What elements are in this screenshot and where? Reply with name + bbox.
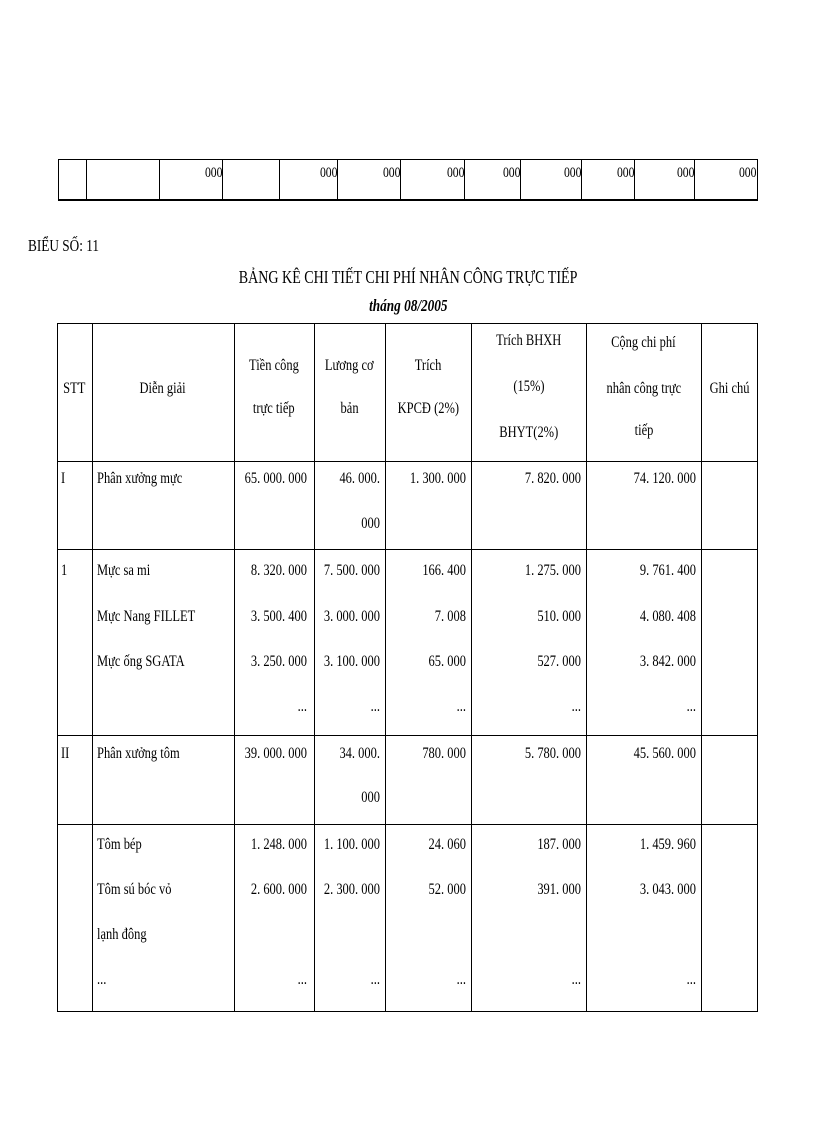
row-tien-cong: 3. 250. 000 [250, 653, 307, 670]
section-stt: II [61, 745, 70, 762]
row-luong-cont: 000 [361, 789, 380, 806]
row-separator [57, 735, 758, 736]
fragment-value: 000 [319, 165, 337, 181]
row-kpcd: 166. 400 [422, 562, 466, 579]
row-kpcd: 52. 000 [428, 881, 466, 898]
row-separator [57, 824, 758, 825]
fragment-col-divider [159, 159, 160, 201]
row-bhxh: 391. 000 [537, 881, 581, 898]
row-bhxh: 1. 275. 000 [524, 562, 581, 579]
row-cong: 1. 459. 960 [639, 836, 696, 853]
row-tien-cong: 65. 000. 000 [244, 470, 307, 487]
header-kpcd-line1: Trích [414, 357, 442, 374]
row-name: Mực sa mi [97, 562, 151, 579]
row-luong: 3. 000. 000 [323, 608, 380, 625]
labor-cost-table [57, 323, 758, 1012]
header-luong-line1: Lương cơ [325, 357, 374, 374]
row-kpcd: 780. 000 [422, 745, 466, 762]
row-bhxh: 5. 780. 000 [524, 745, 581, 762]
column-divider [385, 323, 386, 1012]
row-cong: 45. 560. 000 [633, 745, 696, 762]
row-separator [57, 549, 758, 550]
row-luong: ... [370, 698, 380, 715]
row-tien-cong: ... [297, 971, 307, 988]
header-dien-giai: Diễn giải [139, 380, 187, 397]
header-bhxh-line2: (15%) [512, 378, 545, 395]
row-cong: ... [686, 971, 696, 988]
fragment-border [58, 159, 758, 201]
row-cong: 9. 761. 400 [639, 562, 696, 579]
fragment-value: 000 [616, 165, 634, 181]
row-cong: 3. 842. 000 [639, 653, 696, 670]
row-name: ... [97, 971, 107, 988]
row-tien-cong: ... [297, 698, 307, 715]
header-stt: STT [63, 380, 86, 397]
row-tien-cong: 39. 000. 000 [244, 745, 307, 762]
row-bhxh: 510. 000 [537, 608, 581, 625]
header-cong-line2: nhân công trực [606, 380, 681, 397]
row-kpcd: ... [456, 698, 466, 715]
row-kpcd: 1. 300. 000 [409, 470, 466, 487]
fragment-value: 000 [738, 165, 756, 181]
row-luong: 2. 300. 000 [323, 881, 380, 898]
fragment-value: 000 [204, 165, 222, 181]
row-tien-cong: 2. 600. 000 [250, 881, 307, 898]
previous-table-fragment [58, 159, 758, 201]
section-stt: 1 [61, 562, 68, 579]
row-bhxh: ... [571, 698, 581, 715]
row-bhxh: 187. 000 [537, 836, 581, 853]
fragment-value: 000 [502, 165, 520, 181]
header-tien-cong-line2: trực tiếp [253, 400, 295, 417]
header-bhxh-line1: Trích BHXH [495, 332, 562, 349]
section-stt: I [61, 470, 66, 487]
row-name: Phân xưởng tôm [97, 745, 180, 762]
fragment-value: 000 [563, 165, 581, 181]
row-cong: 4. 080. 408 [639, 608, 696, 625]
header-cong-line3: tiếp [634, 422, 653, 439]
header-tien-cong-line1: Tiền công [249, 357, 299, 374]
fragment-value: 000 [676, 165, 694, 181]
fragment-col-divider [279, 159, 280, 201]
row-name-cont: lạnh đông [97, 926, 147, 943]
header-luong-line2: bản [340, 400, 359, 417]
row-bhxh: 7. 820. 000 [524, 470, 581, 487]
row-luong: 7. 500. 000 [323, 562, 380, 579]
header-cong-line1: Cộng chi phí [611, 334, 676, 351]
row-cong: 74. 120. 000 [633, 470, 696, 487]
row-bhxh: 527. 000 [537, 653, 581, 670]
document-title: BẢNG KÊ CHI TIẾT CHI PHÍ NHÂN CÔNG TRỰC TIẾP [238, 267, 578, 287]
row-cong: 3. 043. 000 [639, 881, 696, 898]
row-name: Tôm sú bóc vỏ [97, 881, 172, 898]
row-name: Mực Nang FILLET [97, 608, 196, 625]
row-tien-cong: 3. 500. 400 [250, 608, 307, 625]
fragment-value: 000 [446, 165, 464, 181]
row-kpcd: ... [456, 971, 466, 988]
row-luong: 3. 100. 000 [323, 653, 380, 670]
row-luong: 34. 000. [339, 745, 380, 762]
document-subtitle: tháng 08/2005 [368, 296, 448, 315]
header-bhxh-line3: BHYT(2%) [499, 424, 558, 441]
row-luong: 46. 000. [339, 470, 380, 487]
row-cong: ... [686, 698, 696, 715]
row-separator [57, 461, 758, 462]
form-reference-label: BIỂU SỐ: 11 [28, 236, 99, 255]
row-kpcd: 24. 060 [428, 836, 466, 853]
row-luong-cont: 000 [361, 515, 380, 532]
row-luong: 1. 100. 000 [323, 836, 380, 853]
row-name: Tôm bép [97, 836, 142, 853]
row-tien-cong: 8. 320. 000 [250, 562, 307, 579]
row-bhxh: ... [571, 971, 581, 988]
column-divider [92, 323, 93, 1012]
row-name: Phân xưởng mực [97, 470, 183, 487]
header-kpcd-line2: KPCĐ (2%) [397, 400, 459, 417]
row-luong: ... [370, 971, 380, 988]
row-kpcd: 7. 008 [434, 608, 466, 625]
row-name: Mực ống SGATA [97, 653, 185, 670]
fragment-col-divider [86, 159, 87, 201]
column-divider [701, 323, 702, 1012]
header-ghi-chu: Ghi chú [709, 380, 750, 397]
row-tien-cong: 1. 248. 000 [250, 836, 307, 853]
fragment-value: 000 [382, 165, 400, 181]
row-kpcd: 65. 000 [428, 653, 466, 670]
